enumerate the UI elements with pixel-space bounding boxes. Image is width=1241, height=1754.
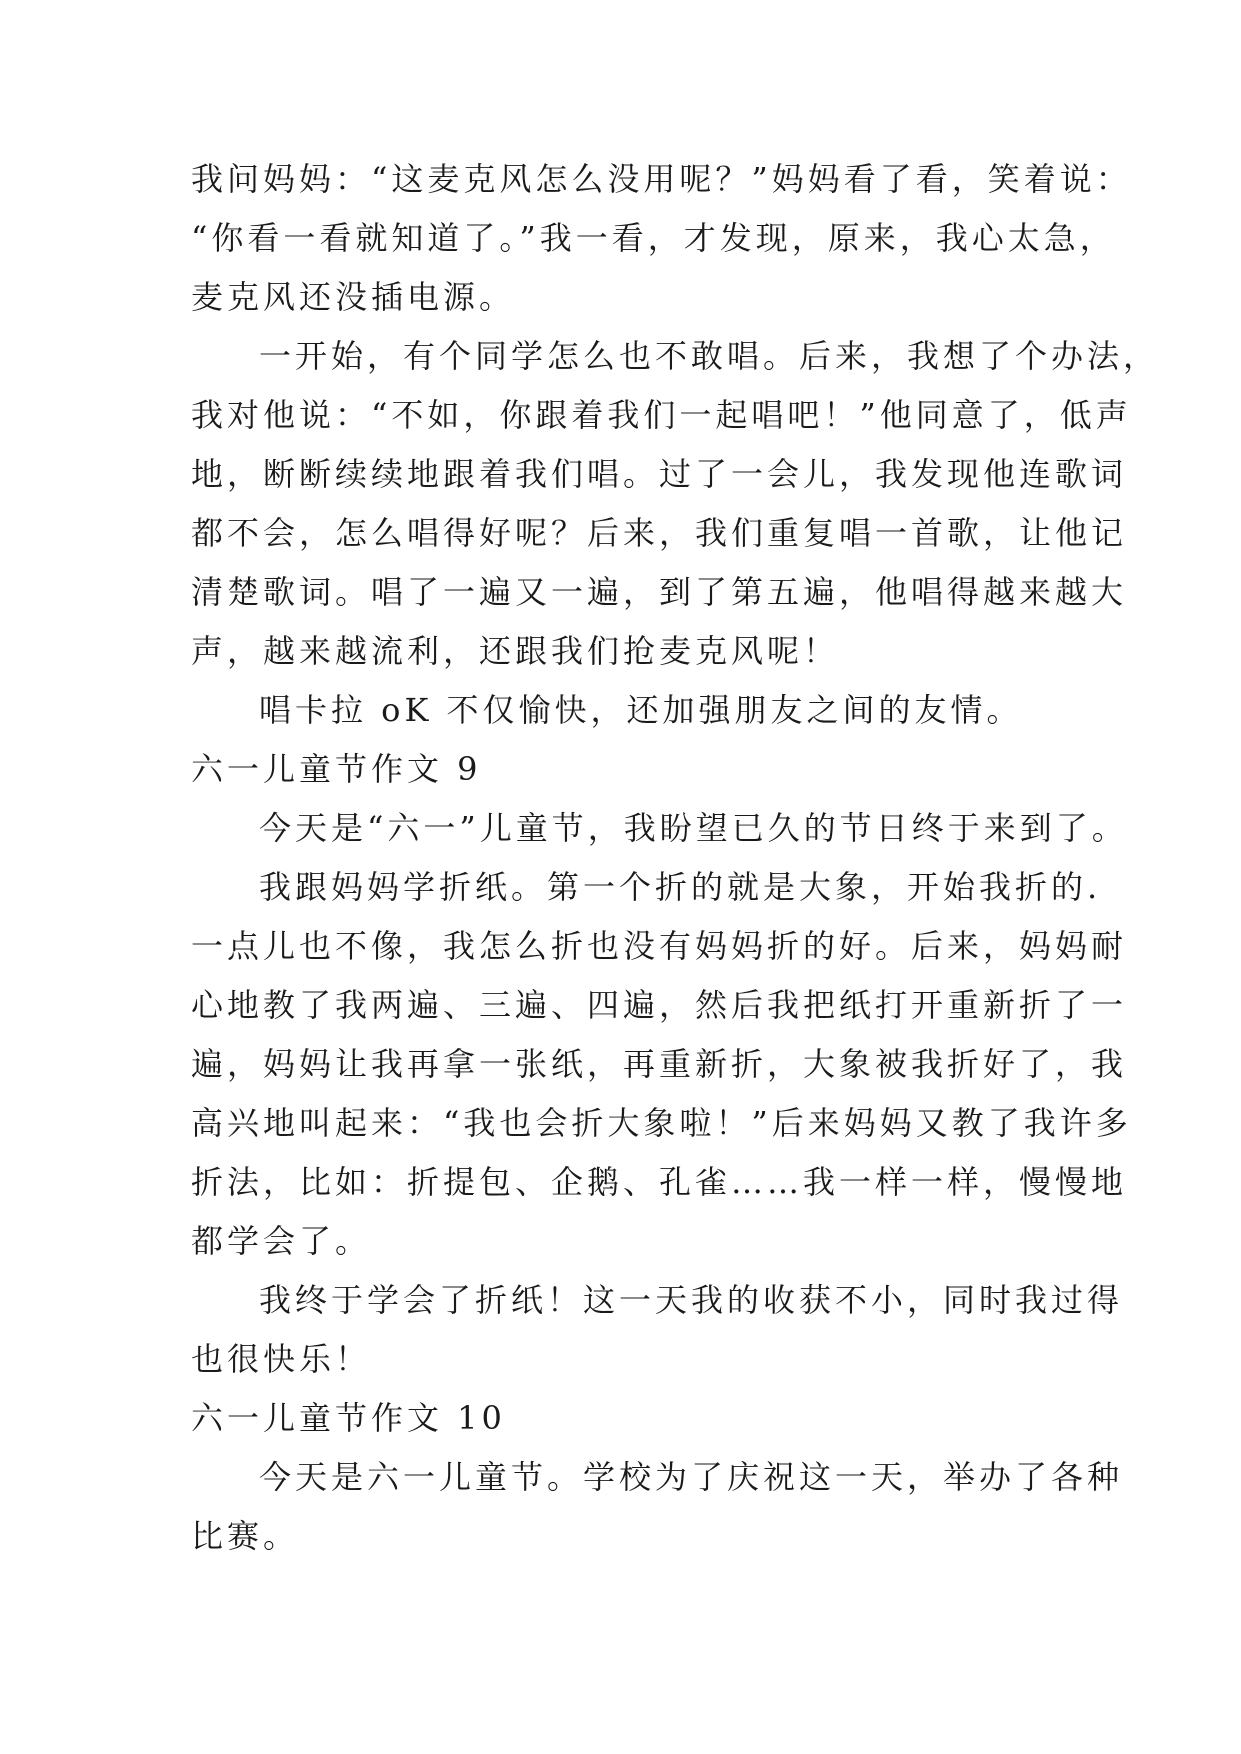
text-line: 一开始，有个同学怎么也不敢唱。后来，我想了个办法，	[259, 337, 1160, 375]
document-body	[191, 150, 1160, 1566]
text-line: 心地教了我两遍、三遍、四遍，然后我把纸打开重新折了一	[191, 986, 1128, 1024]
text-line: 麦克风还没插电源。	[191, 278, 516, 316]
text-line: 清楚歌词。唱了一遍又一遍，到了第五遍，他唱得越来越大	[191, 573, 1128, 611]
text-line: 唱卡拉 oK 不仅愉快，还加强朋友之间的友情。	[259, 691, 1023, 729]
text-line: 我对他说：“不如，你跟着我们一起唱吧！”他同意了，低声	[191, 396, 1132, 434]
text-line: 声，越来越流利，还跟我们抢麦克风呢！	[191, 632, 840, 670]
text-line: 今天是“六一”儿童节，我盼望已久的节日终于来到了。	[259, 809, 1128, 847]
text-line: “你看一看就知道了。”我一看，才发现，原来，我心太急，	[191, 219, 1116, 257]
text-line: 比赛。	[191, 1517, 300, 1555]
text-line: 都学会了。	[191, 1222, 372, 1260]
text-line: 一点儿也不像，我怎么折也没有妈妈折的好。后来，妈妈耐	[191, 927, 1128, 965]
text-line: 高兴地叫起来：“我也会折大象啦！”后来妈妈又教了我许多	[191, 1104, 1132, 1142]
section-heading: 六一儿童节作文 9	[191, 750, 482, 788]
text-line: 我跟妈妈学折纸。第一个折的就是大象，开始我折的.	[259, 868, 1102, 906]
text-line: 我问妈妈：“这麦克风怎么没用呢？”妈妈看了看，笑着说：	[191, 160, 1132, 198]
section-heading: 六一儿童节作文 10	[191, 1399, 506, 1437]
text-line: 都不会，怎么唱得好呢？后来，我们重复唱一首歌，让他记	[191, 514, 1128, 552]
text-line: 遍，妈妈让我再拿一张纸，再重新折，大象被我折好了，我	[191, 1045, 1128, 1083]
text-line: 我终于学会了折纸！这一天我的收获不小，同时我过得	[259, 1281, 1124, 1319]
text-line: 今天是六一儿童节。学校为了庆祝这一天，举办了各种	[259, 1458, 1124, 1496]
text-line: 折法，比如：折提包、企鹅、孔雀……我一样一样，慢慢地	[191, 1163, 1128, 1201]
text-line: 也很快乐！	[191, 1340, 372, 1378]
text-line: 地，断断续续地跟着我们唱。过了一会儿，我发现他连歌词	[191, 455, 1128, 493]
